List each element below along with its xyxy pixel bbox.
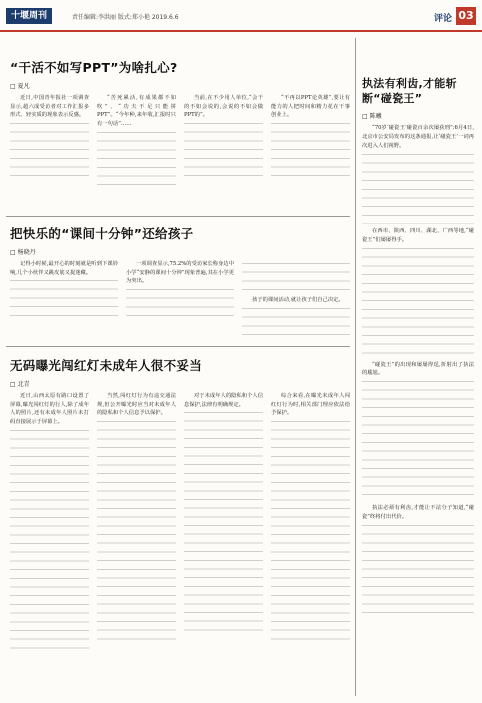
editors-line: 责任编辑:李洪丽 版式:郑小艳 2019.6.6 xyxy=(72,14,179,21)
sidebar-article xyxy=(362,76,474,694)
paragraph: 近日,山西太原有路口设置了屏幕,曝光闯红灯的行人,除了成年人的照片,还有未成年人照片未打码直接展示于屏幕上。 xyxy=(10,393,89,426)
paragraph: 对于未成年人的隐私和个人信息保护,法律有明确规定。 xyxy=(184,393,263,408)
sidebar-author: □ 陈曦 xyxy=(362,111,474,120)
article-title: 无码曝光闯红灯未成年人很不妥当 xyxy=(10,358,203,373)
article-red-light xyxy=(10,356,350,696)
paragraph: 近日,中国青年报社一项调查显示,超六成受访者对工作汇报多形式、轻实质的现象表示反感。 xyxy=(10,95,89,119)
paragraph: “碰瓷王”的出现和屡屡得逞,折射出了执法的尴尬。 xyxy=(362,361,474,377)
paragraph: 在西市、陕西、四川、湖北、广西等地,“碰瓷王”们屡屡得手。 xyxy=(362,227,474,243)
article-divider xyxy=(6,346,350,347)
paragraph: 记得小时候,最开心的时刻就是听到下课铃响,几个小伙伴又跳皮筋又捉迷藏。 xyxy=(10,261,118,276)
article-ppt xyxy=(10,58,350,210)
paragraph: “苦死累活,有成果都不如吹”、“功夫不足只能拼PPT”。“今年种,来年收,汇报时只有一句话”…… xyxy=(97,95,176,128)
article-body xyxy=(10,260,350,340)
article-author: □ 北青 xyxy=(10,379,350,388)
paragraph: 当前,在不少用人单位,“会干的不如会说的,会说的不如会做PPT的”。 xyxy=(184,95,263,119)
paragraph: “70岁‘碰瓷王’碰瓷百余次屡获刑”:6月4日,北京市公安局发布的这条通报,让‘碰瓷王’一词再次进入人们视野。 xyxy=(362,125,474,149)
article-divider xyxy=(6,216,350,217)
masthead: 十堰周刊 xyxy=(6,8,52,24)
paragraph: 孩子的课间活动,就让孩子们自己决定。 xyxy=(252,297,344,303)
sidebar-body xyxy=(362,124,474,618)
page-header xyxy=(0,0,482,32)
article-body xyxy=(10,392,350,656)
page-number: 03 xyxy=(456,7,476,25)
paragraph: 一项调查显示,75.2%的受访家长称身边中小学“安静的课间十分钟”现象普遍,其在小学更为突出。 xyxy=(126,261,234,285)
article-title: 把快乐的“课间十分钟”还给孩子 xyxy=(10,226,194,241)
paragraph: “不再以PPT论英雄”,要让有能力的人把时间和精力花在干事创业上。 xyxy=(271,95,350,119)
paragraph: 综合来看,在曝光未成年人闯红灯行为时,相关部门理应依法给予保护。 xyxy=(271,393,350,417)
paragraph: 执法必须有利齿,才能让不法分子知道,“碰瓷”终将付出代价。 xyxy=(362,505,474,521)
sidebar-title: 执法有利齿,才能斩断“碰瓷王” xyxy=(362,77,457,105)
article-title: “干活不如写PPT”为啥扎心? xyxy=(10,60,178,75)
section-title: 评论 xyxy=(433,14,452,24)
article-body xyxy=(10,94,350,191)
paragraph: 当然,闯红灯行为有违交通法规,但公开曝光时应当对未成年人的隐私和个人信息予以保护。 xyxy=(97,393,176,417)
article-recess xyxy=(10,224,350,340)
article-author: □ 杨晓丹 xyxy=(10,247,350,256)
column-divider xyxy=(355,38,356,696)
article-author: □ 夏凡 xyxy=(10,81,350,90)
